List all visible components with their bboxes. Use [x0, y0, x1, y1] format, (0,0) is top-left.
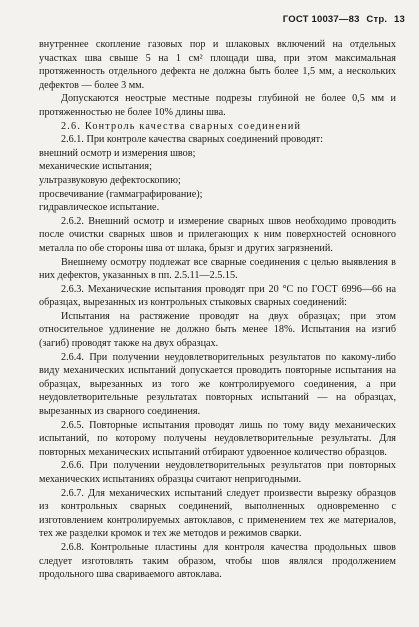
paragraph: внутреннее скопление газовых пор и шлаковых включений на отдельных участках шва свыше 5 на 1 см² площади шва, при этом максимальная протяженность отдельного дефекта не должна быть более 1,5 мм, а нескольких дефектов — более 3 мм.	[39, 39, 396, 91]
page-label: Стр.	[366, 14, 388, 25]
page-number: 13	[394, 14, 405, 25]
document-body	[39, 38, 396, 582]
paragraph: 2.6.6. При получении неудовлетворительных результатов при повторных механических испытаниях образцы считают непригодными.	[39, 460, 396, 485]
list-item: просвечивание (гаммаграфирование);	[39, 188, 203, 200]
list-item: ультразвуковую дефектоскопию;	[39, 174, 181, 186]
list-item: внешний осмотр и измерения швов;	[39, 147, 196, 159]
list-item: механические испытания;	[39, 161, 152, 173]
paragraph: 2.6.4. При получении неудовлетворительных результатов по какому-либо виду механических испытаний допускается проводить повторные испытания на образцах, вырезанных из того же контролируемого соединения, а при неудовлетворительные результатах повторных испытаний — на образцах, вырезанных из сварного соединения.	[39, 351, 396, 418]
page-header	[279, 14, 405, 25]
paragraph: 2.6.5. Повторные испытания проводят лишь по тому виду механических испытаний, по которому получены неудовлетворительные результаты. Для повторных механических испытаний отбирают удвоенное количество образцов.	[39, 419, 396, 458]
section-heading: 2.6. Контроль качества сварных соединений	[61, 120, 302, 132]
paragraph: 2.6.2. Внешний осмотр и измерение сварных швов необходимо проводить после очистки сварных швов и прилегающих к ним поверхностей основного металла по обе стороны шва от шлака, брызг и других загрязнений.	[39, 215, 396, 254]
paragraph: 2.6.1. При контроле качества сварных соединений проводят:	[61, 134, 323, 146]
paragraph: 2.6.7. Для механических испытаний следует произвести вырезку образцов из контрольных сварных соединений, выполненных одновременно с изготовлением контролируемых автоклавов, с применением тех же материалов, тех же разделки кромок и тех же методов и режимов сварки.	[39, 487, 396, 540]
list-item: гидравлическое испытание.	[39, 202, 160, 214]
paragraph: Допускаются неострые местные подрезы глубиной не более 0,5 мм и протяженностью не более 10% длины шва.	[39, 93, 396, 118]
standard-number: ГОСТ 10037—83	[282, 14, 360, 25]
paragraph: Внешнему осмотру подлежат все сварные соединения с целью выявления в них дефектов, указанных в пп. 2.5.11—2.5.15.	[39, 256, 396, 282]
paragraph: 2.6.3. Механические испытания проводят при 20 °С по ГОСТ 6996—66 на образцах, вырезанных из контрольных стыковых сварных соединений:	[39, 283, 396, 309]
paragraph: Испытания на растяжение проводят на двух образцах; при этом относительное удлинение не должно быть менее 18%. Испытания на изгиб (загиб) проводят также на двух образцах.	[39, 310, 396, 350]
paragraph: 2.6.8. Контрольные пластины для контроля качества продольных швов следует изготовлять таким образом, чтобы шов являлся продолжением продольного шва свариваемого автоклава.	[39, 541, 396, 581]
